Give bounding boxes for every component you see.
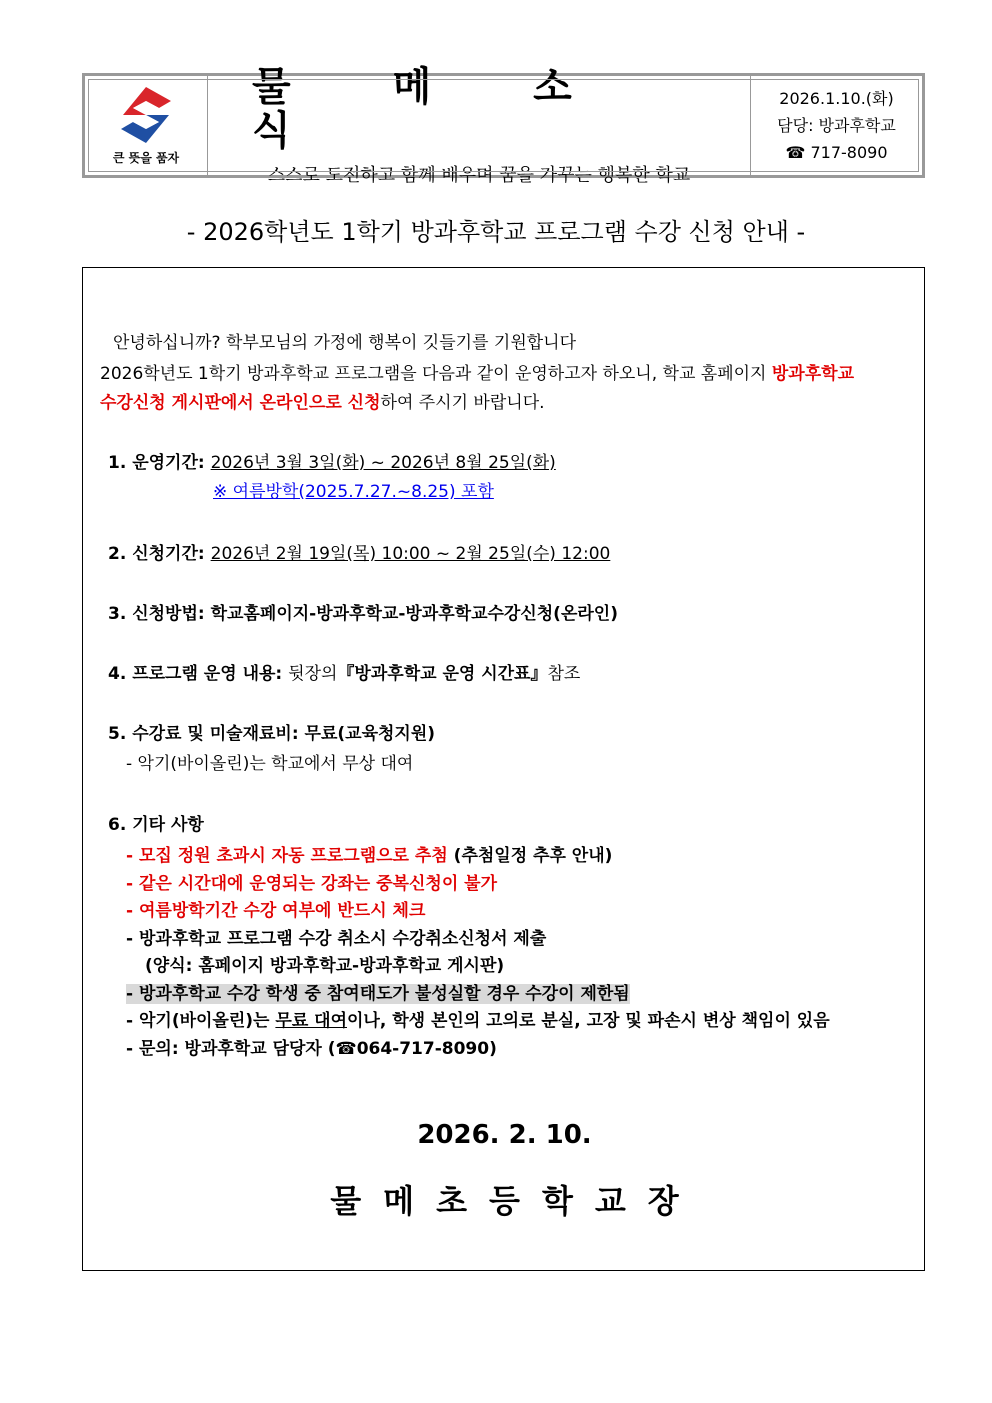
item-6-sub-6	[126, 1006, 830, 1031]
issue-info-cell	[751, 76, 922, 175]
item-3-value: 학교홈페이지-방과후학교-방과후학교수강신청(온라인)	[210, 604, 618, 624]
school-logo-icon	[111, 85, 181, 145]
item-6: 6. 기타 사항	[108, 815, 204, 835]
school-motto: 스스로 도전하고 함께 배우며 꿈을 가꾸는 행복한 학교	[267, 164, 691, 186]
issue-date: 2026.1.10.(화)	[779, 89, 894, 108]
intro-text: 하여 주시기 바랍니다.	[380, 393, 545, 413]
item-4-text: 뒷장의	[288, 664, 338, 684]
item-6-sub-4-form: (양식: 홈페이지 방과후학교-방과후학교 게시판)	[145, 956, 505, 976]
school-logo-cell	[85, 76, 208, 175]
item-6-sub-1	[126, 841, 612, 866]
item-2	[108, 539, 610, 564]
intro-line-3	[100, 388, 545, 413]
item-6-sub-6-text: 이나, 학생 본인의 고의로 분실, 고장 및 파손시 변상 책임이 있음	[347, 1011, 830, 1031]
item-6-sub-1-emphasis: - 모집 정원 초과시 자동 프로그램으로 추첨	[126, 846, 448, 866]
item-6-sub-1-text: (추첨일정 추후 안내)	[447, 846, 613, 866]
intro-line-1: 안녕하십니까? 학부모님의 가정에 행복이 깃들기를 기원합니다	[113, 333, 577, 353]
item-3-label: 3. 신청방법:	[108, 604, 211, 624]
item-2-value: 2026년 2월 19일(목) 10:00 ~ 2월 25일(수) 12:00	[210, 544, 611, 564]
item-4	[108, 659, 580, 684]
notice-body	[82, 267, 925, 1271]
item-1-value: 2026년 3월 3일(화) ~ 2026년 8월 25일(화)	[210, 453, 556, 473]
item-5-sub: - 악기(바이올린)는 학교에서 무상 대여	[126, 754, 414, 774]
item-6-sub-2: - 같은 시간대에 운영되는 강좌는 중복신청이 불가	[126, 874, 498, 894]
item-3	[108, 599, 618, 624]
item-6-sub-5	[126, 979, 630, 1004]
issue-phone: ☎ 717-8090	[785, 143, 888, 162]
intro-emphasis: 방과후학교	[771, 364, 854, 384]
newsletter-title: 물 메 소 식	[252, 63, 616, 154]
principal-signature: 물메초등학교장	[330, 1182, 701, 1220]
issue-manager: 담당: 방과후학교	[777, 116, 896, 135]
item-1-label: 1. 운영기간:	[108, 453, 211, 473]
item-1	[108, 448, 556, 473]
item-6-sub-3: - 여름방학기간 수강 여부에 반드시 체크	[126, 901, 426, 921]
item-6-sub-6-text: - 악기(바이올린)는	[126, 1011, 276, 1031]
notice-date: 2026. 2. 10.	[417, 1120, 592, 1150]
intro-text: 2026학년도 1학기 방과후학교 프로그램을 다음과 같이 운영하고자 하오니, 학교 홈페이지	[100, 364, 772, 384]
item-4-label: 4. 프로그램 운영 내용:	[108, 664, 289, 684]
logo-caption: 큰 뜻을 품자	[112, 151, 180, 165]
item-4-text: 참조	[547, 664, 581, 684]
item-6-sub-6-underline: 무료 대여	[275, 1011, 347, 1031]
item-1-note: ※ 여름방학(2025.7.27.~8.25) 포함	[213, 482, 494, 502]
item-2-label: 2. 신청기간:	[108, 544, 211, 564]
intro-line-2	[100, 359, 854, 384]
item-5: 5. 수강료 및 미술재료비: 무료(교육청지원)	[108, 724, 436, 744]
item-6-sub-4: - 방과후학교 프로그램 수강 취소시 수강취소신청서 제출	[126, 929, 547, 949]
document-title: - 2026학년도 1학기 방과후학교 프로그램 수강 신청 안내 -	[186, 218, 806, 246]
newsletter-header	[82, 63, 925, 186]
title-cell	[208, 63, 751, 186]
item-6-sub-5-text: - 방과후학교 수강 학생 중 참여태도가 불성실할 경우 수강이 제한됨	[126, 984, 630, 1004]
item-6-sub-7: - 문의: 방과후학교 담당자 (☎064-717-8090)	[126, 1039, 497, 1059]
intro-emphasis: 수강신청 게시판에서 온라인으로 신청	[100, 393, 381, 413]
item-4-reference: 『방과후학교 운영 시간표』	[337, 664, 548, 684]
